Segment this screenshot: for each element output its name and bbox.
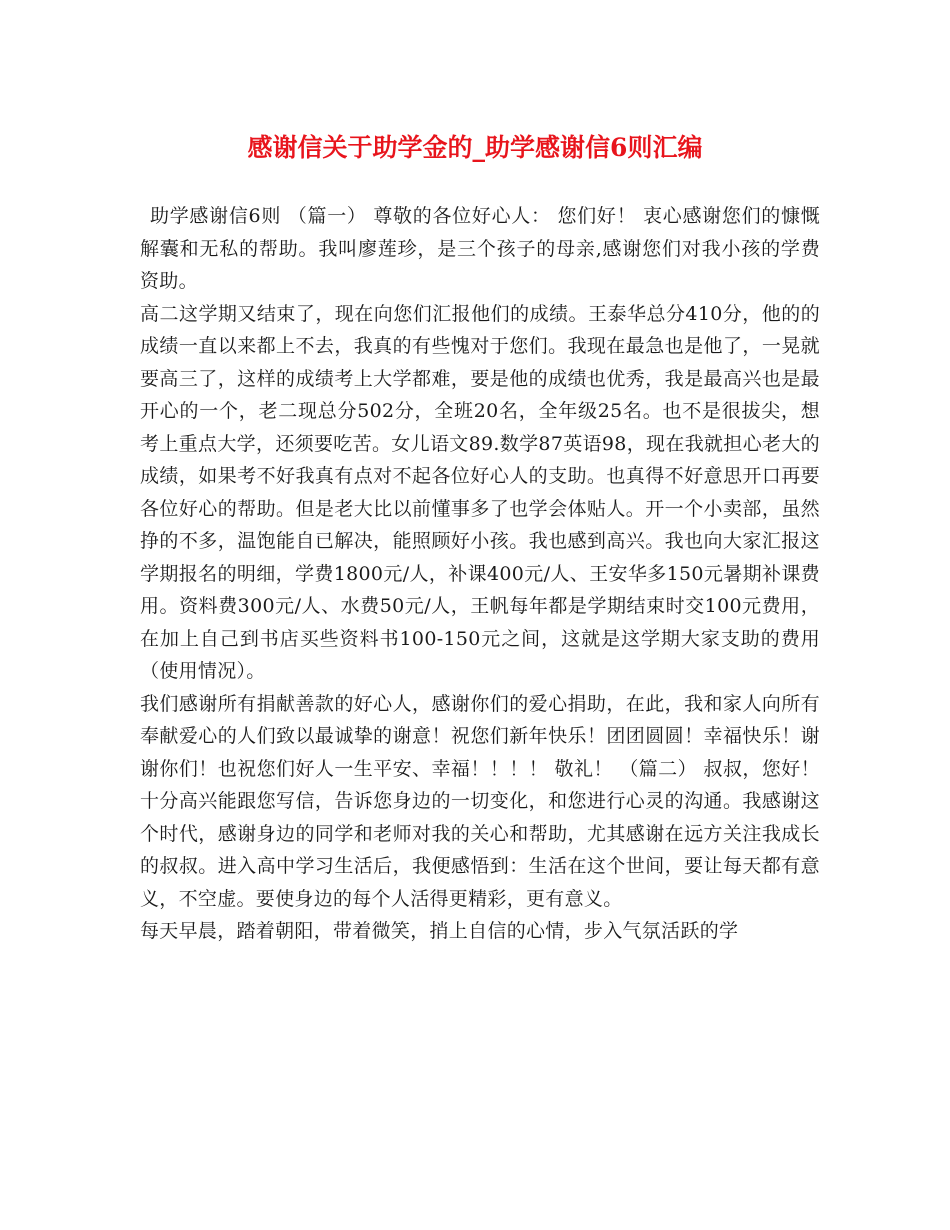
- document-title: 感谢信关于助学金的_助学感谢信6则汇编: [247, 133, 703, 162]
- paragraph-1: 助学感谢信6则 （篇一） 尊敬的各位好心人： 您们好！ 衷心感谢您们的慷慨解囊和无私的帮助。我叫廖莲珍，是三个孩子的母亲,感谢您们对我小孩的学费资助。: [140, 205, 820, 292]
- paragraph-4: 每天早晨，踏着朝阳，带着微笑，捎上自信的心情，步入气氛活跃的学: [140, 920, 739, 942]
- paragraph-3: 我们感谢所有捐献善款的好心人，感谢你们的爱心捐助，在此，我和家人向所有奉献爱心的人们致以最诚挚的谢意！祝您们新年快乐！团团圆圆！幸福快乐！谢谢你们！也祝您们好人一生平安、幸福！！！！ 敬礼！ （篇二） 叔叔，您好！十分高兴能跟您写信，告诉您身边的一切变化，和您进行心灵的沟通。我感谢这个时代，感谢身边的同学和老师对我的关心和帮助，尤其感谢在远方关注我成长的叔叔。进入高中学习生活后，我便感悟到：生活在这个世间，要让每天都有意义，不空虚。要使身边的每个人活得更精彩，更有意义。: [140, 692, 820, 910]
- paragraph-2: 高二这学期又结束了，现在向您们汇报他们的成绩。王泰华总分410分，他的的成绩一直以来都上不去，我真的有些愧对于您们。我现在最急也是他了，一晃就要高三了，这样的成绩考上大学都难，要是他的成绩也优秀，我是最高兴也是最开心的一个，老二现总分502分，全班20名，全年级25名。也不是很拔尖，想考上重点大学，还须要吃苦。女儿语文89.数学87英语98，现在我就担心老大的成绩，如果考不好我真有点对不起各位好心人的支助。也真得不好意思开口再要各位好心的帮助。但是老大比以前懂事多了也学会体贴人。开一个小卖部，虽然挣的不多，温饱能自已解决，能照顾好小孩。我也感到高兴。我也向大家汇报这学期报名的明细，学费1800元/人，补课400元/人、王安华多150元暑期补课费用。资料费300元/人、水费50元/人，王帆每年都是学期结束时交100元费用，在加上自己到书店买些资料书100-150元之间，这就是这学期大家支助的费用（使用情况）。: [140, 302, 820, 682]
- document-body: [140, 200, 820, 948]
